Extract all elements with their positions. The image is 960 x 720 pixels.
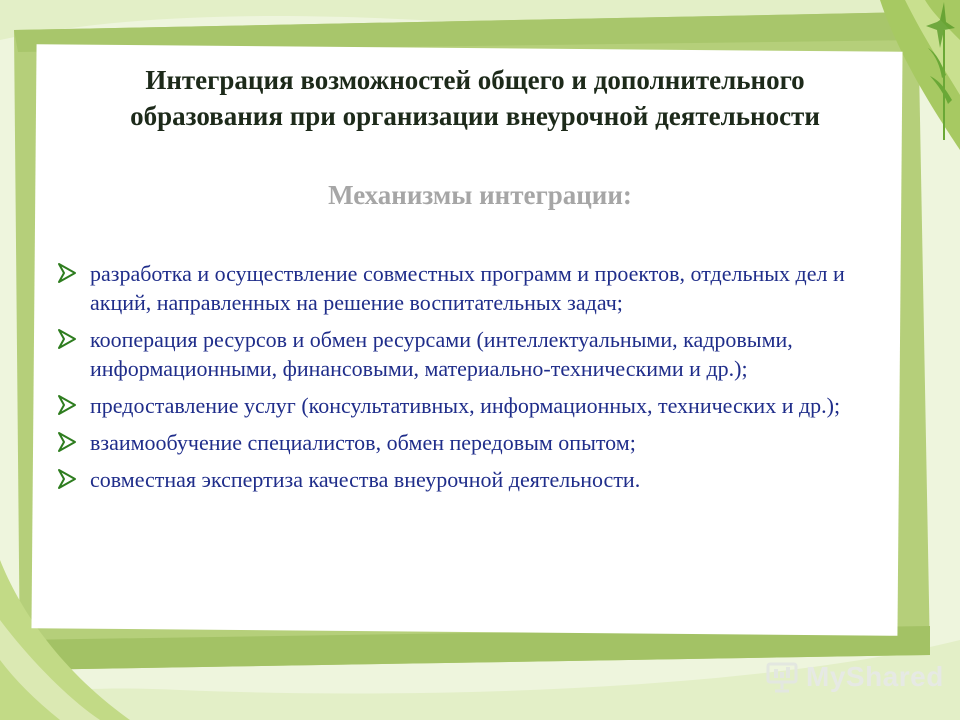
presentation-logo-icon [766, 661, 800, 693]
list-item-text: кооперация ресурсов и обмен ресурсами (интеллектуальными, кадровыми, информационными, финансовыми, материально-техническими и др.); [90, 327, 793, 381]
list-item [56, 259, 906, 317]
list-item-text: предоставление услуг (консультативных, информационных, технических и др.); [90, 393, 841, 418]
myshared-watermark [766, 656, 944, 698]
list-item [56, 325, 906, 383]
list-item [56, 391, 906, 420]
list-item-text: совместная экспертиза качества внеурочной деятельности. [90, 467, 641, 492]
slide-title [60, 62, 890, 134]
slide-title-line-1: Интеграция возможностей общего и дополнительного [145, 65, 805, 95]
arrow-bullet-icon [56, 262, 78, 284]
list-item [56, 428, 906, 457]
arrow-bullet-icon [56, 431, 78, 453]
watermark-text: MyShared [806, 661, 944, 692]
slide-title-line-2: образования при организации внеурочной деятельности [130, 101, 820, 131]
arrow-bullet-icon [56, 468, 78, 490]
list-item [56, 465, 906, 494]
list-item-text: разработка и осуществление совместных программ и проектов, отдельных дел и акций, направленных на решение воспитательных задач; [90, 261, 845, 315]
bullet-list [56, 259, 906, 502]
arrow-bullet-icon [56, 328, 78, 350]
list-item-text: взаимообучение специалистов, обмен передовым опытом; [90, 430, 636, 455]
arrow-bullet-icon [56, 394, 78, 416]
slide-subtitle: Механизмы интеграции: [328, 180, 632, 210]
